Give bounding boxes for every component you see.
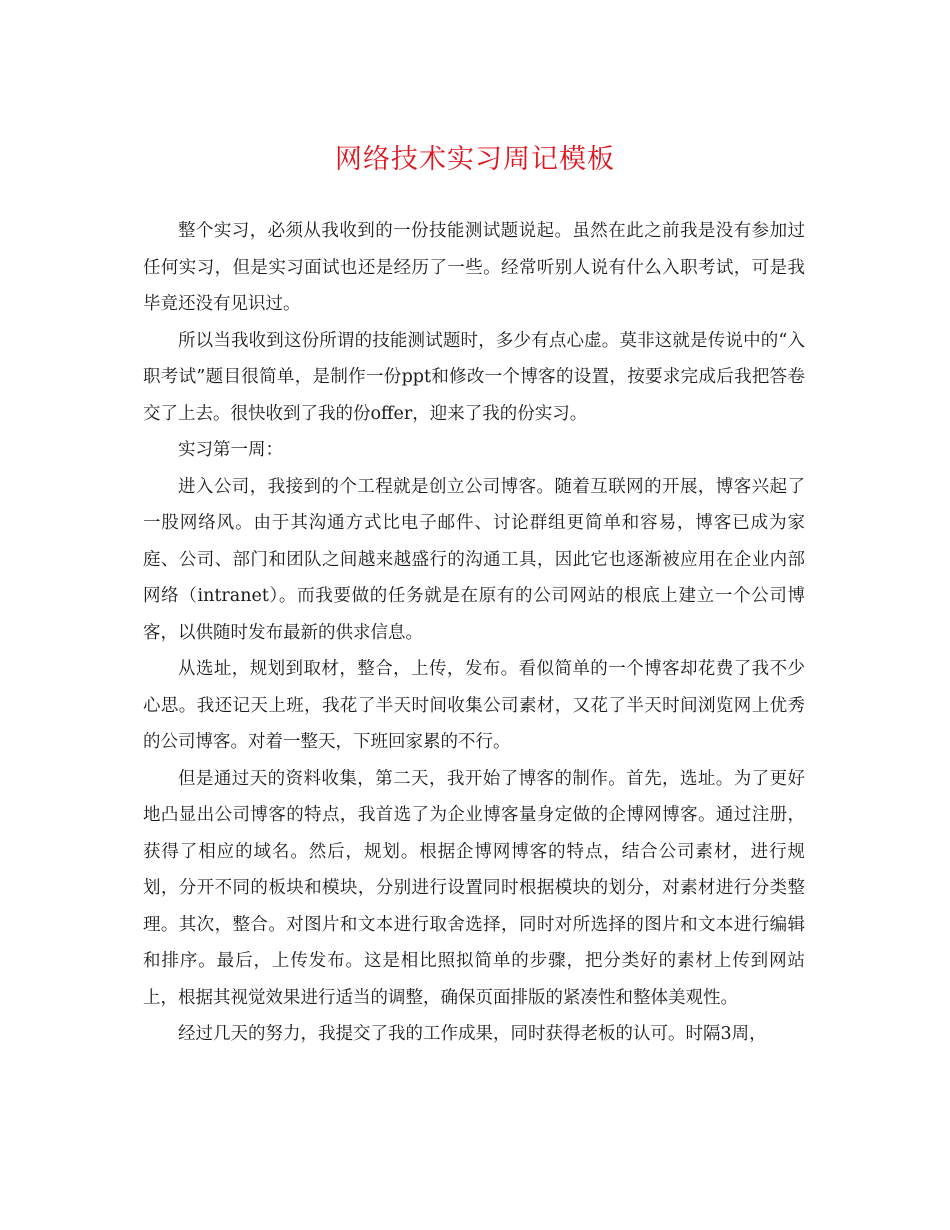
- paragraph-3: 进入公司，我接到的个工程就是创立公司博客。随着互联网的开展，博客兴起了一股网络风。由于其沟通方式比电子邮件、讨论群组更简单和容易，博客已成为家庭、公司、部门和团队之间越来越盛行的沟通工具，因此它也逐渐被应用在企业内部网络（intranet）。而我要做的任务就是在原有的公司网站的根底上建立一个公司博客，以供随时发布最新的供求信息。: [143, 476, 805, 643]
- paragraph-4: 从选址，规划到取材，整合，上传，发布。看似简单的一个博客却花费了我不少心思。我还记天上班，我花了半天时间收集公司素材，又花了半天时间浏览网上优秀的公司博客。对着一整天，下班回家累的不行。: [143, 659, 805, 752]
- document-title: 网络技术实习周记模板: [335, 144, 615, 175]
- section-heading-week-one: 实习第一周：: [178, 440, 283, 460]
- paragraph-6: 经过几天的努力，我提交了我的工作成果，同时获得老板的认可。时隔3周，: [178, 1024, 767, 1044]
- document-body: [143, 213, 805, 1053]
- paragraph-2: 所以当我收到这份所谓的技能测试题时，多少有点心虚。莫非这就是传说中的“入职考试”题目很简单，是制作一份ppt和修改一个博客的设置，按要求完成后我把答卷交了上去。很快收到了我的份offer，迎来了我的份实习。: [143, 330, 805, 424]
- paragraph-5: 但是通过天的资料收集，第二天，我开始了博客的制作。首先，选址。为了更好地凸显出公司博客的特点，我首选了为企业博客量身定做的企博网博客。通过注册，获得了相应的域名。然后，规划。根据企博网博客的特点，结合公司素材，进行规划，分开不同的板块和模块，分别进行设置同时根据模块的划分，对素材进行分类整理。其次，整合。对图片和文本进行取舍选择，同时对所选择的图片和文本进行编辑和排序。最后，上传发布。这是相比照拟简单的步骤，把分类好的素材上传到网站上，根据其视觉效果进行适当的调整，确保页面排版的紧凑性和整体美观性。: [143, 768, 805, 1008]
- paragraph-1: 整个实习，必须从我收到的一份技能测试题说起。虽然在此之前我是没有参加过任何实习，但是实习面试也还是经历了一些。经常听别人说有什么入职考试，可是我毕竟还没有见识过。: [143, 221, 805, 314]
